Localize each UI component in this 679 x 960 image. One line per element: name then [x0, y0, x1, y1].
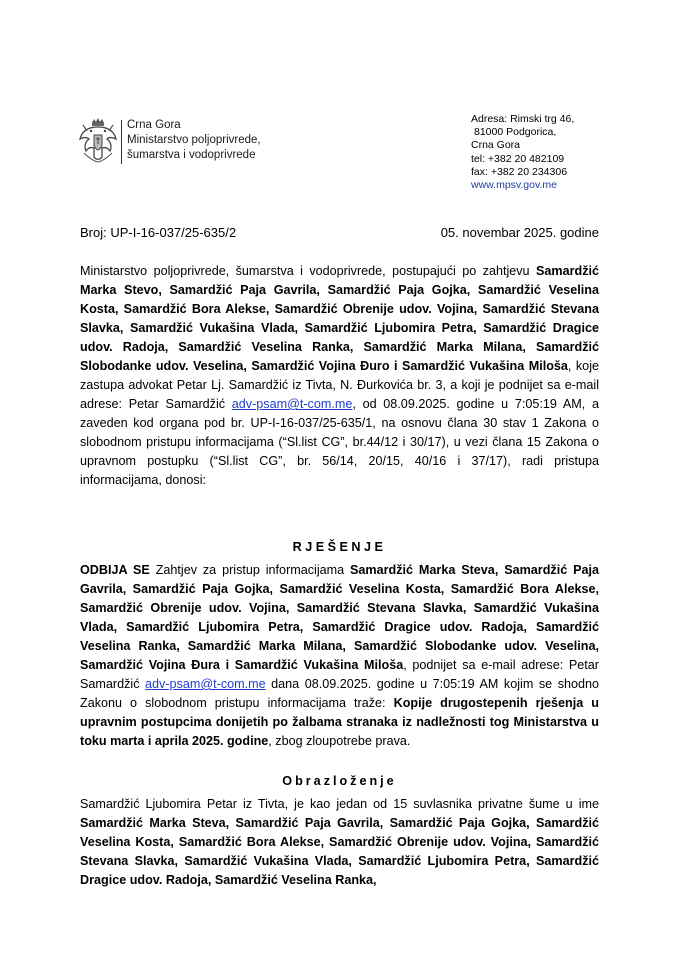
org-line-country: Crna Gora [127, 119, 181, 131]
contact-city: 81000 Podgorica, [474, 126, 557, 139]
reference-date: 05. novembar 2025. godine [440, 225, 599, 240]
decision-heading: RJEŠENJE [292, 540, 387, 554]
contact-website-link[interactable]: www.mpsv.gov.me [471, 179, 557, 192]
contact-country: Crna Gora [471, 139, 521, 152]
decision-email-link[interactable]: adv-psam@t-com.me [145, 677, 266, 691]
reasoning-paragraph [80, 795, 599, 890]
decision-text-1: Zahtjev za pristup informacijama [149, 563, 351, 577]
reference-number: Broj: UP-I-16-037/25-635/2 [80, 225, 237, 240]
intro-applicant-names: Samardžić Marka Stevo, Samardžić Paja Gavrila, Samardžić Paja Gojka, Samardžić Veselina Kosta, Samardžić Bora Alekse, Samardžić Obrenije udov. Vojina, Samardžić Stevana Slavka, Samardžić Vukašina Vlada, Samardžić Ljubomira Petra, Samardžić Dragice udov. Radoja, Samardžić Veselina Ranka, Samardžić Marka Milana, Samardžić Slobodanke udov. Veselina, Samardžić Vojina Đuro i Samardžić Vukašina Miloša [80, 264, 600, 373]
decision-lead: ODBIJA SE [80, 563, 150, 577]
reasoning-heading: Obrazloženje [282, 774, 397, 788]
intro-email-link[interactable]: adv-psam@t-com.me [231, 397, 353, 411]
decision-applicant-names: Samardžić Marka Steva, Samardžić Paja Gavrila, Samardžić Paja Gojka, Samardžić Veselina Kosta, Samardžić Bora Alekse, Samardžić Obrenije udov. Vojina, Samardžić Stevana Slavka, Samardžić Vukašina Vlada, Samardžić Ljubomira Petra, Samardžić Dragice udov. Radoja, Samardžić Veselina Ranka, Samardžić Marka Milana, Samardžić Slobodanke udov. Veselina, Samardžić Vojina Đura i Samardžić Vukašina Miloša [80, 563, 599, 672]
intro-paragraph [80, 262, 599, 490]
reasoning-names: Samardžić Marka Steva, Samardžić Paja Gavrila, Samardžić Paja Gojka, Samardžić Veselina Kosta, Samardžić Bora Alekse, Samardžić Obrenije udov. Vojina, Samardžić Stevana Slavka, Samardžić Vukašina Vlada, Samardžić Ljubomira Petra, Samardžić Dragice udov. Radoja, Samardžić Veselina Ranka, [80, 816, 599, 887]
intro-text-2: , koje zastupa advokat Petar Lj. Samardžić iz Tivta, N. Đurkovića br. 3, a koji je podnijet sa e-mail adrese: Petar Samardžić [80, 359, 599, 411]
decision-text-4: , zbog zloupotrebe prava. [268, 734, 411, 748]
org-line-ministry-cont: šumarstva i vodoprivrede [127, 149, 256, 161]
org-line-ministry: Ministarstvo poljoprivrede, [127, 134, 261, 146]
intro-text-1: Ministarstvo poljoprivrede, šumarstva i vodoprivrede, postupajući po zahtjevu [80, 264, 530, 278]
coat-of-arms-logo [78, 117, 118, 165]
decision-paragraph [80, 561, 599, 751]
reasoning-text-1: Samardžić Ljubomira Petar iz Tivta, je kao jedan od 15 suvlasnika privatne šume u ime [80, 797, 599, 811]
contact-block [471, 113, 574, 192]
contact-address: Adresa: Rimski trg 46, [471, 113, 575, 125]
header-divider [121, 120, 122, 164]
ministry-name-block [127, 118, 261, 163]
decision-text-3: dana 08.09.2025. godine u 7:05:19 AM kojim se shodno Zakonu o slobodnom pristupu informacijama traže: [80, 677, 600, 710]
contact-fax: fax: +382 20 234306 [471, 165, 568, 178]
decision-text-2: , podnijet sa e-mail adrese: Petar Samardžić [80, 658, 599, 691]
decision-request: Kopije drugostepenih rješenja u upravnim postupcima donijetih po žalbama stranaka iz nadležnosti tog Ministarstva u toku marta i aprila 2025. godine [80, 696, 599, 748]
contact-phone: tel: +382 20 482109 [471, 152, 565, 165]
intro-text-3: , od 08.09.2025. godine u 7:05:19 AM, a zaveden kod organa pod br. UP-I-16-037/25-635/1, na osnovu člana 30 stav 1 Zakona o slobodnom pristupu informacijama (“Sl.list CG”, br.44/12 i 30/17), u vezi člana 15 Zakona o upravnom postupku (“Sl.list CG”, br. 56/14, 20/15, 40/16 i 37/17), radi pristupa informacijama, donosi: [80, 397, 599, 487]
